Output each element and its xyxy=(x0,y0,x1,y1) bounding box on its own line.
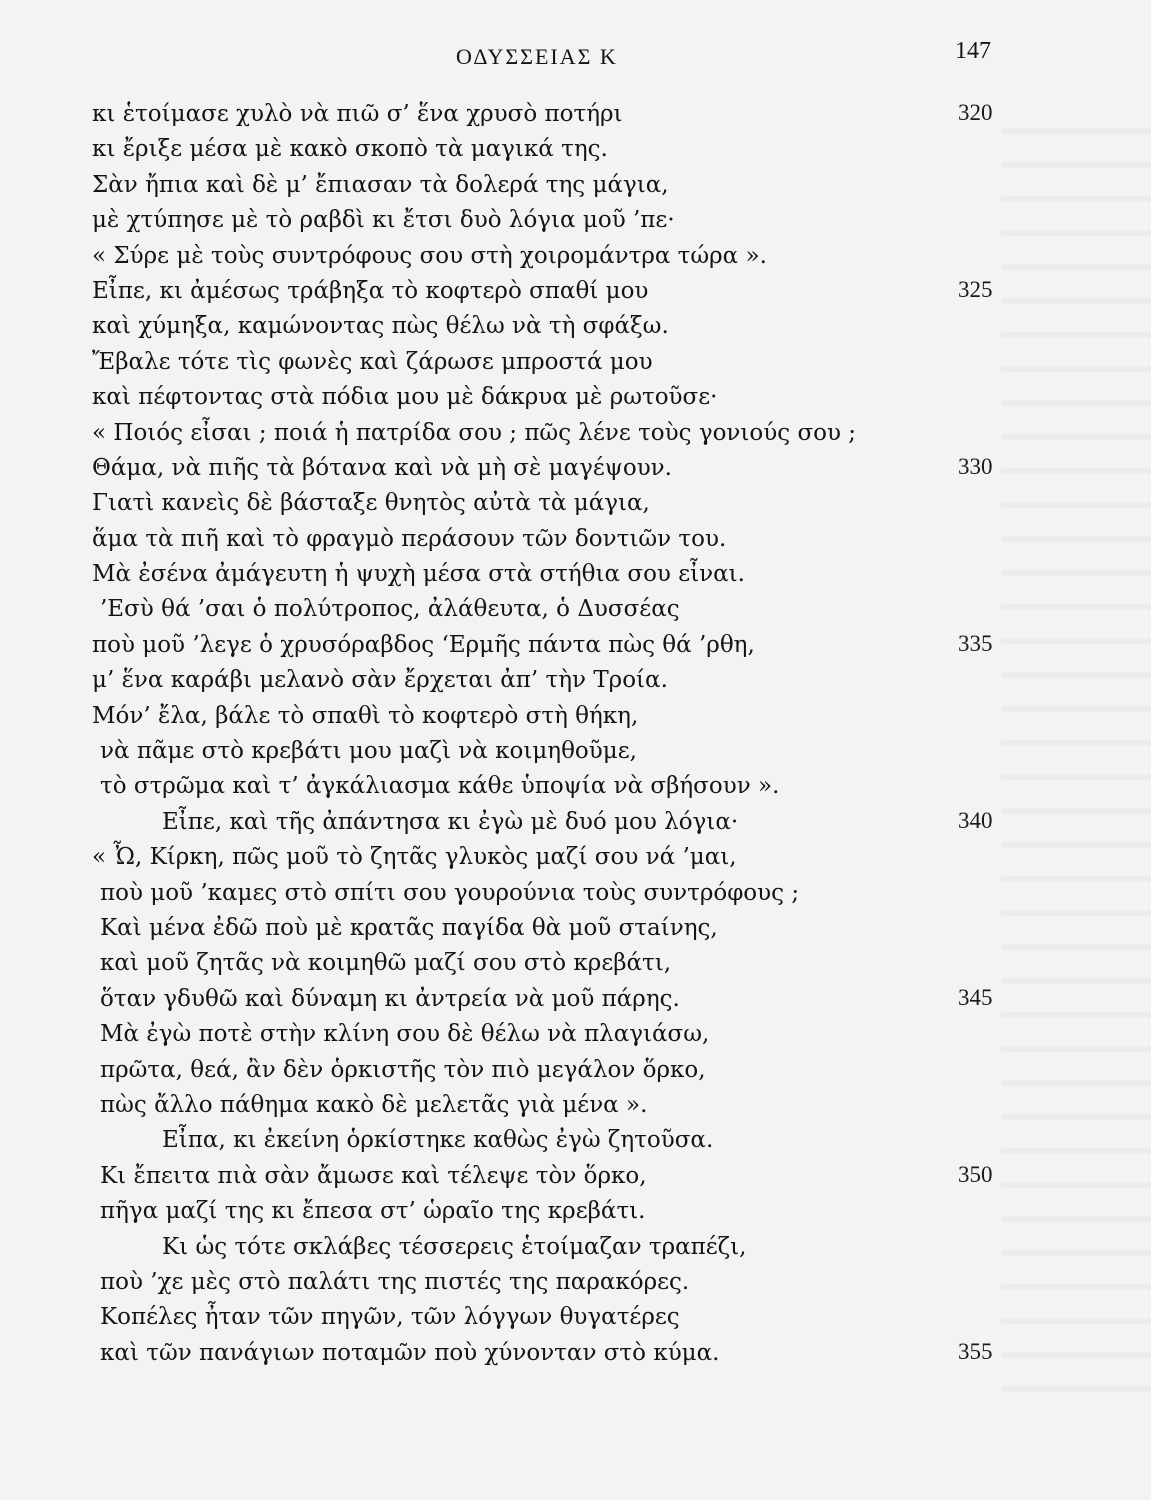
verse-text: Εἶπα, κι ἐκείνη ὁρκίστηκε καθὼς ἐγὼ ζητοῦσα. xyxy=(162,1127,714,1154)
verse-line xyxy=(0,1194,1151,1229)
line-number: 320 xyxy=(958,100,993,125)
line-number: 330 xyxy=(958,453,993,479)
verse-line xyxy=(0,699,1151,734)
verse-line xyxy=(0,97,1151,132)
verse-text: καὶ τῶν πανάγιων ποταμῶν ποὺ χύνονταν στὸ κύμα. xyxy=(100,1339,720,1366)
verse-line xyxy=(0,309,1151,344)
verse-text: πρῶτα, θεά, ἂν δὲν ὁρκιστῆς τὸν πιὸ μεγάλον ὅρκο, xyxy=(100,1056,706,1083)
verse-line xyxy=(0,840,1151,875)
verse-line xyxy=(0,239,1151,274)
verse-text: μ’ ἕνα καράβι μελανὸ σὰν ἔρχεται ἀπ’ τὴν Τροία. xyxy=(92,667,668,694)
verse-text: ποὺ ’χε μὲς στὸ παλάτι της πιστές της παρακόρες. xyxy=(100,1268,690,1295)
running-head-title: ΟΔΥΣΣΕΙΑΣ Κ xyxy=(456,44,618,69)
running-head xyxy=(0,38,1151,78)
verse-text: Μὰ ἐσένα ἀμάγευτη ἡ ψυχὴ μέσα στὰ στήθια σου εἶναι. xyxy=(92,561,745,588)
verse-line xyxy=(0,522,1151,557)
verse-text: Κι ὡς τότε σκλάβες τέσσερεις ἑτοίμαζαν τραπέζι, xyxy=(162,1233,747,1260)
verse-text: « Ὦ, Κίρκη, πῶς μοῦ τὸ ζητᾶς γλυκὸς μαζί σου νά ’μαι, xyxy=(92,844,737,871)
verse-text: Μόν’ ἔλα, βάλε τὸ σπαθὶ τὸ κοφτερὸ στὴ θήκη, xyxy=(92,702,639,729)
verse-text: ποὺ μοῦ ’λεγε ὁ χρυσόραβδος ‘Ερμῆς πάντα πὼς θά ’ρθη, xyxy=(92,631,755,658)
verse-line xyxy=(0,734,1151,769)
verse-text: καὶ μοῦ ζητᾶς νὰ κοιμηθῶ μαζί σου στὸ κρεβάτι, xyxy=(100,950,672,977)
verse-text: κι ἔριξε μέσα μὲ κακὸ σκοπὸ τὰ μαγικά της. xyxy=(92,136,608,163)
line-number: 325 xyxy=(958,276,993,302)
verse-line xyxy=(0,1336,1151,1371)
verse-line xyxy=(0,1265,1151,1300)
verse-text: κι ἑτοίμασε χυλὸ νὰ πιῶ σ’ ἕνα χρυσὸ ποτήρι xyxy=(92,101,623,127)
verse-text: Ἔβαλε τότε τὶς φωνὲς καὶ ζάρωσε μπροστά μου xyxy=(92,348,653,375)
line-number: 355 xyxy=(958,1338,993,1364)
verse-text: καὶ χύμηξα, καμώνοντας πὼς θέλω νὰ τὴ σφάξω. xyxy=(92,313,669,340)
verse-line xyxy=(0,982,1151,1017)
line-number: 340 xyxy=(958,807,993,833)
verse-text: μὲ χτύπησε μὲ τὸ ραβδὶ κι ἔτσι δυὸ λόγια μοῦ ’πε· xyxy=(92,207,675,234)
verse-line xyxy=(0,1230,1151,1265)
line-number: 345 xyxy=(958,984,993,1010)
verse-text: Θάμα, νὰ πιῆς τὰ βότανα καὶ νὰ μὴ σὲ μαγέψουν. xyxy=(92,454,672,481)
verse-text: τὸ στρῶμα καὶ τ’ ἀγκάλιασμα κάθε ὑποψία νὰ σβήσουν ». xyxy=(100,773,780,800)
verse-text: ποὺ μοῦ ’καμες στὸ σπίτι σου γουρούνια τοὺς συντρόφους ; xyxy=(100,879,800,906)
verse-line xyxy=(0,628,1151,663)
verse-line xyxy=(0,1088,1151,1123)
verse-line xyxy=(0,451,1151,486)
line-number: 350 xyxy=(958,1161,993,1187)
verse-text: Κοπέλες ἦταν τῶν πηγῶν, τῶν λόγγων θυγατέρες xyxy=(100,1304,680,1331)
verse-text: νὰ πᾶμε στὸ κρεβάτι μου μαζὶ νὰ κοιμηθοῦμε, xyxy=(100,738,637,765)
verse-line xyxy=(0,203,1151,238)
verse-text: Γιατὶ κανεὶς δὲ βάσταξε θνητὸς αὐτὰ τὰ μάγια, xyxy=(92,490,650,517)
verse-text: « Ποιός εἶσαι ; ποιά ἡ πατρίδα σου ; πῶς λένε τοὺς γονιούς σου ; xyxy=(92,419,857,446)
verse-line xyxy=(0,380,1151,415)
verse-line xyxy=(0,1300,1151,1335)
verse-line xyxy=(0,1159,1151,1194)
verse-line xyxy=(0,416,1151,451)
verse-line xyxy=(0,769,1151,804)
verse-text: Κι ἔπειτα πιὰ σὰν ἄμωσε καὶ τέλεψε τὸν ὅρκο, xyxy=(100,1162,647,1189)
verse-text: Εἶπε, καὶ τῆς ἀπάντησα κι ἐγὼ μὲ δυό μου λόγια· xyxy=(162,808,739,835)
verse-line xyxy=(0,911,1151,946)
verse-line xyxy=(0,132,1151,167)
verse-line xyxy=(0,1017,1151,1052)
verse-text: πῆγα μαζί της κι ἔπεσα στ’ ὡραῖο της κρεβάτι. xyxy=(100,1198,646,1225)
verse-block xyxy=(0,97,1151,1371)
verse-text: Καὶ μένα ἐδῶ ποὺ μὲ κρατᾶς παγίδα θὰ μοῦ στaίνης, xyxy=(100,914,718,941)
verse-line xyxy=(0,345,1151,380)
verse-text: Σὰν ἤπια καὶ δὲ μ’ ἔπιασαν τὰ δολερά της μάγια, xyxy=(92,171,669,198)
verse-line xyxy=(0,592,1151,627)
verse-line xyxy=(0,805,1151,840)
verse-line xyxy=(0,274,1151,309)
verse-text: ἅμα τὰ πιῆ καὶ τὸ φραγμὸ περάσουν τῶν δοντιῶν του. xyxy=(92,525,727,552)
verse-line xyxy=(0,557,1151,592)
verse-text: Μὰ ἐγὼ ποτὲ στὴν κλίνη σου δὲ θέλω νὰ πλαγιάσω, xyxy=(100,1021,710,1048)
page-number: 147 xyxy=(955,38,991,64)
verse-line xyxy=(0,876,1151,911)
verse-line xyxy=(0,486,1151,521)
verse-text: Εἶπε, κι ἀμέσως τράβηξα τὸ κοφτερὸ σπαθί μου xyxy=(92,277,649,304)
verse-line xyxy=(0,1053,1151,1088)
verse-line xyxy=(0,663,1151,698)
line-number: 335 xyxy=(958,630,993,656)
verse-text: πὼς ἄλλο πάθημα κακὸ δὲ μελετᾶς γιὰ μένα ». xyxy=(100,1091,648,1118)
verse-line xyxy=(0,1123,1151,1158)
verse-text: ’Εσὺ θά ’σαι ὁ πολύτροπος, ἀλάθευτα, ὁ Δυσσέας xyxy=(100,596,680,623)
verse-line xyxy=(0,168,1151,203)
verse-text: καὶ πέφτοντας στὰ πόδια μου μὲ δάκρυα μὲ ρωτοῦσε· xyxy=(92,384,718,411)
verse-text: ὅταν γδυθῶ καὶ δύναμη κι ἀντρεία νὰ μοῦ πάρης. xyxy=(100,985,680,1012)
verse-line xyxy=(0,946,1151,981)
verse-text: « Σύρε μὲ τοὺς συντρόφους σου στὴ χοιρομάντρα τώρα ». xyxy=(92,242,767,269)
